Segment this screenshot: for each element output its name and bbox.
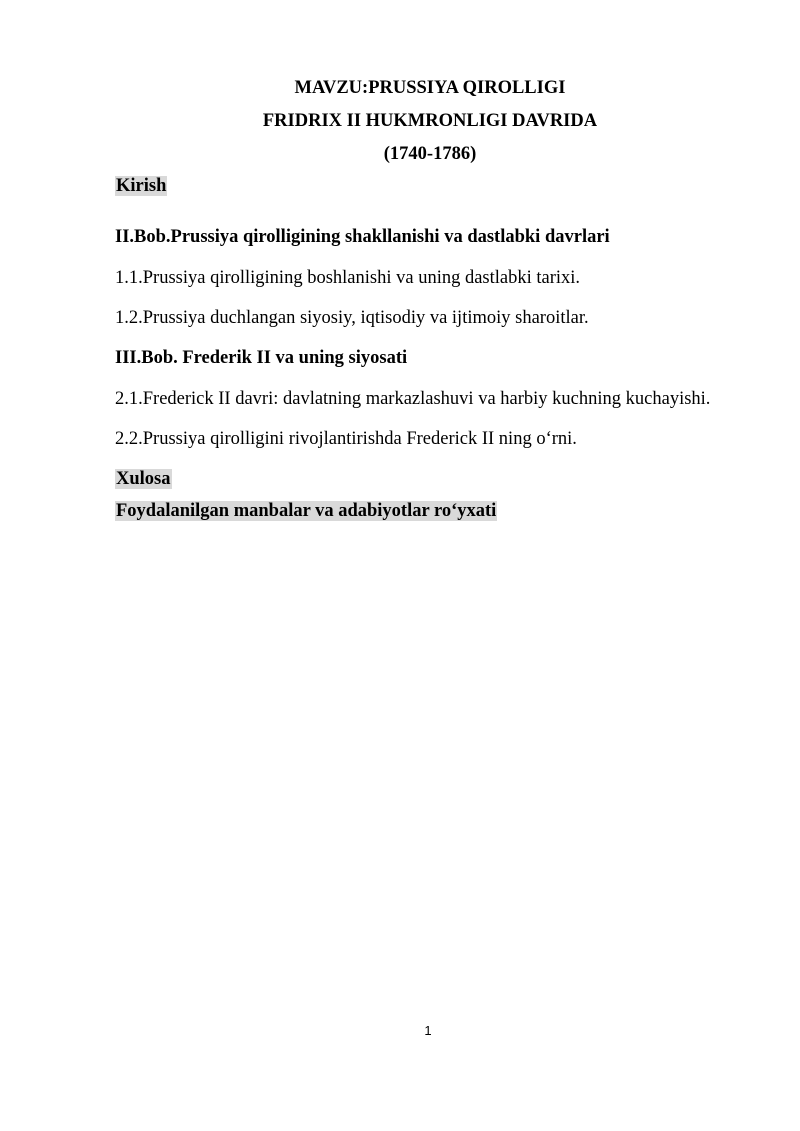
contents-chapter-2: II.Bob.Prussiya qirolligining shakllanishi va dastlabki davrlari <box>115 227 610 247</box>
contents-item-1-2: 1.2.Prussiya duchlangan siyosiy, iqtisodiy va ijtimoiy sharoitlar. <box>115 308 589 328</box>
contents-intro <box>115 175 167 197</box>
contents-chapter-3: III.Bob. Frederik II va uning siyosati <box>115 348 408 368</box>
contents-references <box>115 500 497 522</box>
contents-conclusion <box>115 468 172 490</box>
contents-item-2-2: 2.2.Prussiya qirolligini rivojlantirishda Frederick II ning o‘rni. <box>115 429 577 449</box>
conclusion-heading: Xulosa <box>116 469 171 489</box>
intro-heading: Kirish <box>116 176 167 196</box>
contents-item-2-1: 2.1.Frederick II davri: davlatning markazlashuvi va harbiy kuchning kuchayishi. <box>115 389 711 409</box>
title-line-2: FRIDRIX II HUKMRONLIGI DAVRIDA <box>262 111 598 131</box>
page-number: 1 <box>424 1023 432 1038</box>
contents-item-1-1: 1.1.Prussiya qirolligining boshlanishi va uning dastlabki tarixi. <box>115 268 581 288</box>
title-line-3: (1740-1786) <box>383 144 477 164</box>
title-line-1: MAVZU:PRUSSIYA QIROLLIGI <box>294 78 566 98</box>
references-heading: Foydalanilgan manbalar va adabiyotlar ro‘yxati <box>116 501 497 521</box>
